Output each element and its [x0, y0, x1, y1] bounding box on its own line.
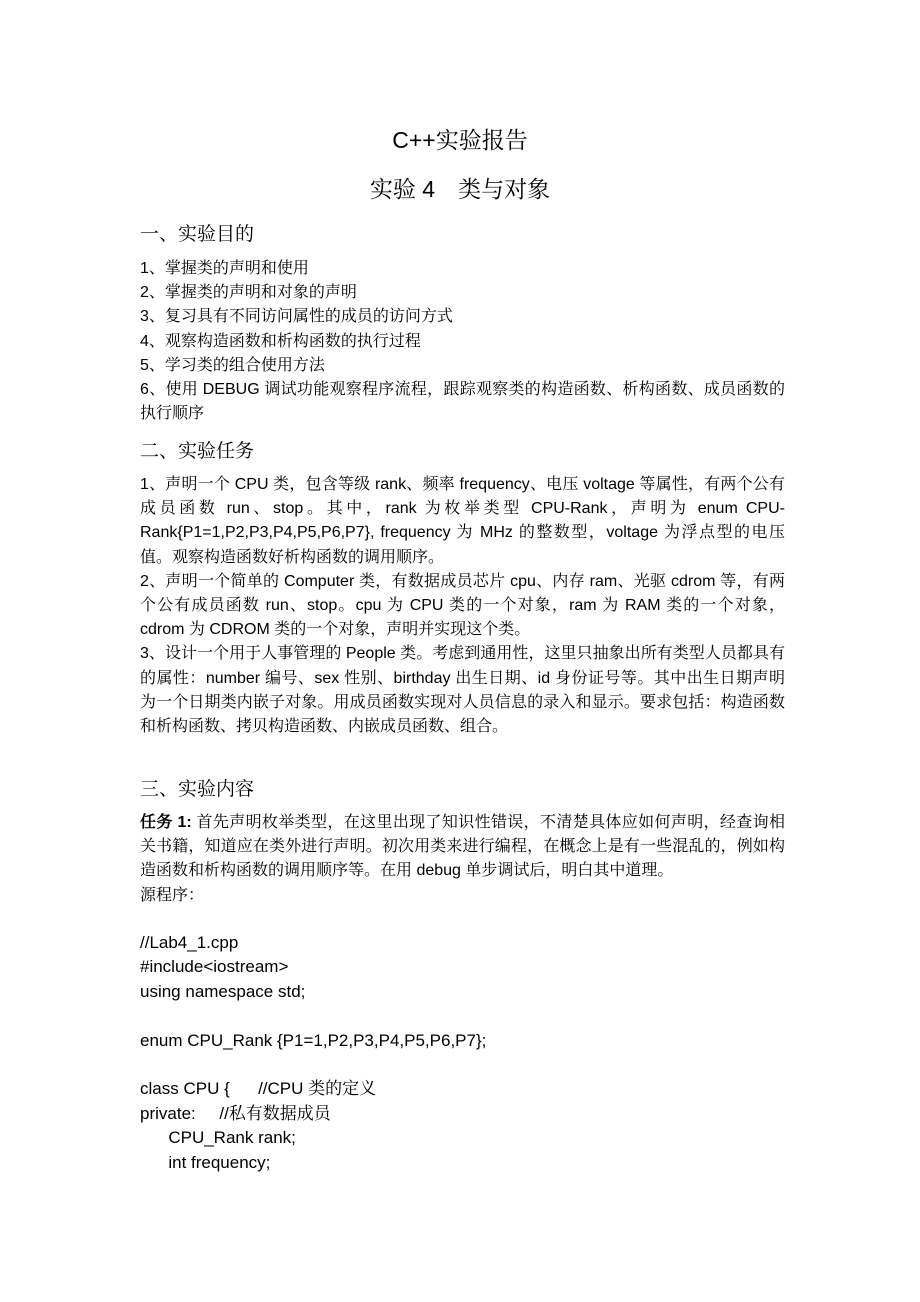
- task-item: 1、声明一个 CPU 类，包含等级 rank、频率 frequency、电压 voltage 等属性，有两个公有成员函数 run、stop。其中，rank 为枚举类型 CPU-Rank，声明为 enum CPU-Rank{P1=1,P2,P3,P4,P5,P6,P7}, frequency 为 MHz 的整数型，voltage 为浮点型的电压值。观察构造函数好析构函数的调用顺序。: [140, 476, 785, 566]
- section-tasks-heading: 二、实验任务: [140, 440, 255, 462]
- source-code: [140, 931, 785, 1175]
- code-line: using namespace std;: [140, 981, 306, 1001]
- objective-item: 4、观察构造函数和析构函数的执行过程: [140, 332, 421, 350]
- experiment-title: 实验 4 类与对象: [369, 176, 551, 202]
- report-title: C++实验报告: [392, 127, 528, 153]
- task1-label: 任务 1:: [140, 814, 192, 831]
- objective-item: 1、掌握类的声明和使用: [140, 260, 309, 277]
- section-objectives-heading: 一、实验目的: [140, 223, 255, 245]
- code-line: //Lab4_1.cpp: [140, 933, 239, 952]
- code-line: [140, 1004, 785, 1028]
- code-line: [140, 1053, 785, 1077]
- code-line: int frequency;: [140, 1152, 271, 1172]
- task-item: 2、声明一个简单的 Computer 类，有数据成员芯片 cpu、内存 ram、光驱 cdrom 等，有两个公有成员函数 run、stop。cpu 为 CPU 类的一个对象，ram 为 RAM 类的一个对象，cdrom 为 CDROM 类的一个对象，声明并实现这个类。: [140, 572, 785, 639]
- code-line: private: //私有数据成员: [140, 1103, 331, 1123]
- objectives-list: [140, 257, 785, 426]
- tasks-list: [140, 473, 785, 739]
- code-line: enum CPU_Rank {P1=1,P2,P3,P4,P5,P6,P7};: [140, 1030, 487, 1050]
- source-label: 源程序：: [140, 886, 205, 904]
- code-line: class CPU { //CPU 类的定义: [140, 1079, 377, 1099]
- objective-item: 3、复习具有不同访问属性的成员的访问方式: [140, 308, 453, 326]
- task-item: 3、设计一个用于人事管理的 People 类。考虑到通用性，这里只抽象出所有类型人员都具有的属性：number 编号、sex 性别、birthday 出生日期、id 身份证号等。其中出生日期声明为一个日期类内嵌子对象。用成员函数实现对人员信息的录入和显示。要求包括：构造函数和析构函数、拷贝构造函数、内嵌成员函数、组合。: [140, 645, 785, 736]
- section-content-heading: 三、实验内容: [140, 778, 255, 800]
- task1-paragraph: [140, 811, 785, 884]
- content-block: [140, 811, 785, 908]
- code-line: #include<iostream>: [140, 957, 289, 977]
- task1-text: 首先声明枚举类型，在这里出现了知识性错误，不清楚具体应如何声明，经查询相关书籍，知道应在类外进行声明。初次用类来进行编程，在概念上是有一些混乱的，例如构造函数和析构函数的调用顺序等。在用 debug 单步调试后，明白其中道理。: [140, 814, 785, 880]
- objective-item: 2、掌握类的声明和对象的声明: [140, 284, 357, 302]
- objective-item: 5、学习类的组合使用方法: [140, 356, 325, 374]
- objective-item: 6、使用 DEBUG 调试功能观察程序流程，跟踪观察类的构造函数、析构函数、成员函数的执行顺序: [140, 381, 785, 423]
- code-line: CPU_Rank rank;: [140, 1128, 296, 1148]
